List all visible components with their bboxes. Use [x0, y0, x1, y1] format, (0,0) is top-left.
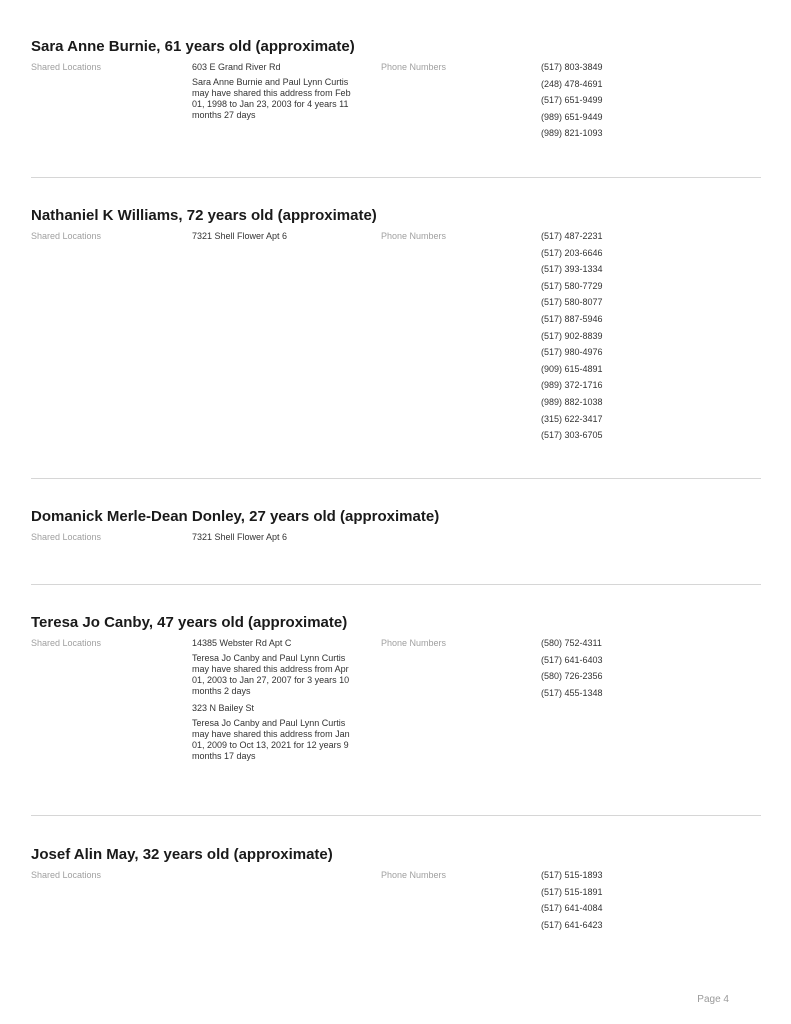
phone-number: (517) 515-1891 — [541, 886, 603, 897]
phone-number: (517) 515-1893 — [541, 870, 603, 880]
phone-number: (248) 478-4691 — [541, 78, 603, 89]
phone-number: (315) 622-3417 — [541, 413, 603, 424]
location-note: Sara Anne Burnie and Paul Lynn Curtis may have shared this address from Feb 01, 1998 to Jan 23, 2003 for 4 years 11 months 27 days — [192, 77, 351, 120]
phones-list — [541, 62, 603, 145]
phone-number: (517) 887-5946 — [541, 313, 603, 324]
section-divider — [31, 584, 761, 585]
phone-number: (517) 487-2231 — [541, 231, 603, 241]
person-card — [31, 38, 761, 139]
phone-number: (989) 821-1093 — [541, 128, 603, 139]
phone-number: (580) 752-4311 — [541, 638, 602, 648]
phone-numbers-label: Phone Numbers — [381, 62, 447, 72]
location-address: 7321 Shell Flower Apt 6 — [192, 532, 288, 542]
section-divider — [31, 478, 761, 479]
person-card — [31, 207, 761, 441]
section-divider — [31, 815, 761, 816]
phone-number: (517) 902-8839 — [541, 330, 603, 341]
locations-list — [192, 638, 352, 768]
locations-list — [192, 532, 352, 547]
phones-list — [541, 638, 603, 704]
phone-numbers-label: Phone Numbers — [381, 638, 447, 648]
phone-numbers-label: Phone Numbers — [381, 870, 447, 880]
phone-number: (989) 651-9449 — [541, 111, 603, 122]
person-name: Domanick Merle-Dean Donley, 27 years old (approximate) — [31, 508, 440, 525]
phone-number: (517) 455-1348 — [541, 687, 603, 698]
phone-numbers-label: Phone Numbers — [381, 231, 447, 241]
phone-number: (517) 641-6403 — [541, 654, 603, 665]
phone-number: (989) 372-1716 — [541, 380, 603, 391]
person-card — [31, 846, 761, 930]
phone-number: (517) 580-7729 — [541, 280, 603, 291]
location-address: 7321 Shell Flower Apt 6 — [192, 231, 288, 241]
phone-number: (517) 803-3849 — [541, 62, 603, 72]
location-address: 323 N Bailey St — [192, 703, 255, 713]
person-name: Josef Alin May, 32 years old (approximate) — [31, 846, 333, 863]
phone-number: (517) 641-4084 — [541, 903, 603, 914]
shared-locations-label: Shared Locations — [31, 62, 102, 72]
location-address: 14385 Webster Rd Apt C — [192, 638, 292, 648]
phones-list — [541, 231, 603, 447]
phone-number: (517) 651-9499 — [541, 95, 603, 106]
person-card — [31, 508, 761, 542]
person-name: Sara Anne Burnie, 61 years old (approximate) — [31, 38, 355, 55]
shared-locations-label: Shared Locations — [31, 638, 102, 648]
person-name: Nathaniel K Williams, 72 years old (approximate) — [31, 207, 377, 224]
shared-locations-label: Shared Locations — [31, 532, 102, 542]
phone-number: (517) 393-1334 — [541, 264, 603, 275]
shared-locations-label: Shared Locations — [31, 870, 102, 880]
shared-locations-label: Shared Locations — [31, 231, 102, 241]
page-number: Page 4 — [697, 994, 729, 1005]
location-note: Teresa Jo Canby and Paul Lynn Curtis may have shared this address from Apr 01, 2003 to Jan 27, 2007 for 3 years 10 months 2 days — [192, 653, 350, 696]
phone-number: (989) 882-1038 — [541, 396, 603, 407]
phone-number: (909) 615-4891 — [541, 363, 603, 374]
phone-number: (517) 303-6705 — [541, 430, 603, 441]
location-address: 603 E Grand River Rd — [192, 62, 281, 72]
phone-number: (517) 580-8077 — [541, 297, 603, 308]
phone-number: (517) 641-6423 — [541, 919, 603, 930]
locations-list — [192, 231, 352, 246]
location-note: Teresa Jo Canby and Paul Lynn Curtis may have shared this address from Jan 01, 2009 to Oct 13, 2021 for 12 years 9 months 17 days — [192, 718, 350, 761]
person-card — [31, 614, 761, 761]
phone-number: (517) 203-6646 — [541, 247, 603, 258]
phones-list — [541, 870, 603, 936]
locations-list — [192, 62, 352, 127]
person-name: Teresa Jo Canby, 47 years old (approximate) — [31, 614, 348, 631]
phone-number: (517) 980-4976 — [541, 347, 603, 358]
section-divider — [31, 177, 761, 178]
phone-number: (580) 726-2356 — [541, 671, 603, 682]
